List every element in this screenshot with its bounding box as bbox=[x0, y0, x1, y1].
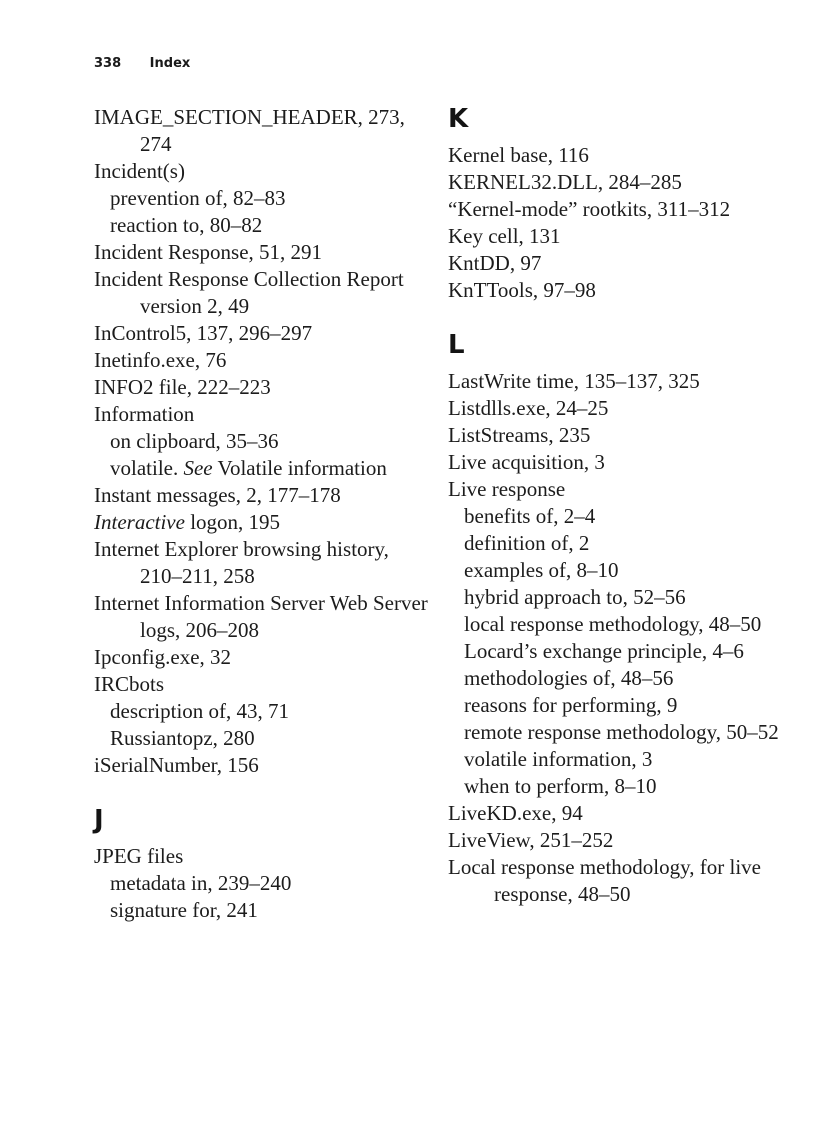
index-subentry: local response methodology, 48–50 bbox=[464, 612, 762, 636]
see-reference-label: See bbox=[183, 456, 213, 480]
entry-text: Volatile information bbox=[212, 456, 387, 480]
index-entry: Listdlls.exe, 24–25 bbox=[448, 396, 609, 420]
section-letter-l: L bbox=[448, 330, 465, 360]
index-entry: KnTTools, 97–98 bbox=[448, 278, 596, 302]
index-entry: Instant messages, 2, 177–178 bbox=[94, 483, 341, 507]
running-head bbox=[94, 56, 190, 71]
index-entry: JPEG files bbox=[94, 844, 184, 868]
index-entry: Incident(s) bbox=[94, 159, 185, 183]
index-entry: ListStreams, 235 bbox=[448, 423, 591, 447]
index-entry: Live acquisition, 3 bbox=[448, 450, 605, 474]
index-subentry: reaction to, 80–82 bbox=[110, 213, 263, 237]
index-entry: Kernel base, 116 bbox=[448, 143, 589, 167]
index-entry: Internet Information Server Web Server logs, 206–208 bbox=[94, 591, 428, 642]
index-entry: Incident Response Collection Report version 2, 49 bbox=[94, 267, 404, 318]
index-entry: Inetinfo.exe, 76 bbox=[94, 348, 227, 372]
index-column-right bbox=[448, 104, 788, 908]
index-entry bbox=[94, 509, 434, 536]
index-entry: Incident Response, 51, 291 bbox=[94, 240, 323, 264]
index-entry: KntDD, 97 bbox=[448, 251, 542, 275]
index-entry: LiveView, 251–252 bbox=[448, 828, 614, 852]
index-entry: Key cell, 131 bbox=[448, 224, 561, 248]
section-gap bbox=[94, 835, 434, 843]
entry-text: logon, 195 bbox=[184, 510, 281, 534]
italic-term: Interactive bbox=[94, 510, 185, 534]
index-subentry: Locard’s exchange principle, 4–6 bbox=[464, 639, 744, 663]
index-subentry: benefits of, 2–4 bbox=[464, 504, 596, 528]
index-subentry: description of, 43, 71 bbox=[110, 699, 290, 723]
index-column-left bbox=[94, 104, 434, 924]
index-subentry: prevention of, 82–83 bbox=[110, 186, 286, 210]
index-entry: Local response methodology, for live response, 48–50 bbox=[448, 855, 761, 906]
section-gap bbox=[448, 134, 788, 142]
section-letter-j: J bbox=[94, 805, 104, 835]
index-subentry: hybrid approach to, 52–56 bbox=[464, 585, 686, 609]
index-subentry: on clipboard, 35–36 bbox=[110, 429, 279, 453]
index-subentry: remote response methodology, 50–52 bbox=[464, 720, 779, 744]
entry-text: volatile. bbox=[110, 456, 184, 480]
index-subentry: examples of, 8–10 bbox=[464, 558, 619, 582]
section-gap bbox=[448, 360, 788, 368]
section-letter-k: K bbox=[448, 104, 469, 134]
index-entry: LiveKD.exe, 94 bbox=[448, 801, 583, 825]
index-subentry: reasons for performing, 9 bbox=[464, 693, 678, 717]
index-entry: LastWrite time, 135–137, 325 bbox=[448, 369, 700, 393]
index-subentry: definition of, 2 bbox=[464, 531, 590, 555]
index-subentry: metadata in, 239–240 bbox=[110, 871, 292, 895]
index-entry: iSerialNumber, 156 bbox=[94, 753, 259, 777]
index-subentry: when to perform, 8–10 bbox=[464, 774, 657, 798]
index-entry: IMAGE_SECTION_HEADER, 273, 274 bbox=[94, 105, 405, 156]
index-entry: KERNEL32.DLL, 284–285 bbox=[448, 170, 682, 194]
index-subentry: Russiantopz, 280 bbox=[110, 726, 255, 750]
index-entry: Information bbox=[94, 402, 195, 426]
section-gap bbox=[448, 304, 788, 330]
index-entry: Ipconfig.exe, 32 bbox=[94, 645, 232, 669]
index-entry: InControl5, 137, 296–297 bbox=[94, 321, 313, 345]
index-entry: “Kernel-mode” rootkits, 311–312 bbox=[448, 197, 731, 221]
index-entry: Live response bbox=[448, 477, 566, 501]
index-entry: IRCbots bbox=[94, 672, 165, 696]
index-subentry: signature for, 241 bbox=[110, 898, 258, 922]
index-subentry: methodologies of, 48–56 bbox=[464, 666, 674, 690]
index-entry: Internet Explorer browsing history, 210–211, 258 bbox=[94, 537, 389, 588]
page-number: 338 bbox=[94, 56, 122, 71]
index-entry: INFO2 file, 222–223 bbox=[94, 375, 271, 399]
index-subentry: volatile information, 3 bbox=[464, 747, 653, 771]
section-title: Index bbox=[149, 56, 191, 71]
section-gap bbox=[94, 779, 434, 805]
index-subentry-cross-reference bbox=[94, 455, 434, 482]
